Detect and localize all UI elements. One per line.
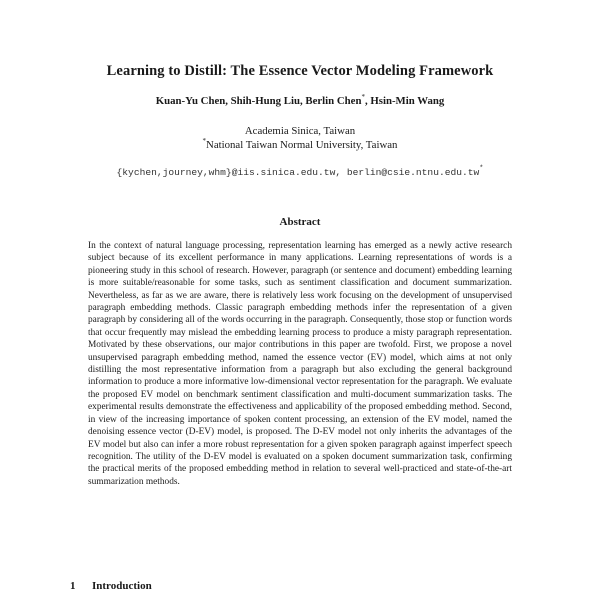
emails-mark: * bbox=[479, 165, 484, 173]
authors-tail: , Hsin-Min Wang bbox=[364, 95, 445, 107]
abstract-heading: Abstract bbox=[279, 216, 321, 228]
section-title: Introduction bbox=[92, 580, 152, 592]
author-emails bbox=[0, 165, 600, 178]
affiliation-1 bbox=[0, 123, 600, 137]
authors-main: Kuan-Yu Chen, Shih-Hung Liu, Berlin Chen bbox=[155, 95, 362, 107]
author-list bbox=[0, 93, 600, 107]
section-number: 1 bbox=[70, 580, 76, 592]
affiliation-2 bbox=[0, 137, 600, 151]
affiliation-1-text: Academia Sinica, Taiwan bbox=[244, 125, 356, 137]
section-heading-introduction bbox=[70, 580, 152, 592]
paper-title: Learning to Distill: The Essence Vector Modeling Framework bbox=[106, 63, 494, 79]
affiliation-2-text: National Taiwan Normal University, Taiwan bbox=[206, 139, 398, 151]
affiliation-2-mark: * bbox=[202, 137, 207, 145]
emails-text: {kychen,journey,whm}@iis.sinica.edu.tw, berlin@csie.ntnu.edu.tw bbox=[116, 167, 480, 178]
author-affiliation-mark: * bbox=[361, 93, 365, 101]
abstract-body: In the context of natural language processing, representation learning has emerged as a newly active research subject because of its excellent performance in many applications. Learning representations of words is a pioneering study in this school of research. However, paragraph (or sentence and document) embedding learning is more suitable/reasonable for some tasks, such as sentiment classification and document summarization. Nevertheless, as far as we are aware, there is relatively less work focusing on the development of unsupervised paragraph embedding methods. Classic paragraph embedding methods infer the representation of a given paragraph by considering all of the words occurring in the paragraph. Consequently, those stop or function words that occur frequently may mislead the embedding learning process to produce a misty paragraph representation. Motivated by these observations, our major contributions in this paper are twofold. First, we propose a novel unsupervised paragraph embedding method, named the essence vector (EV) model, which aims at not only distilling the most representative information from a paragraph but also excluding the general background information to produce a more informative low-dimensional vector representation for the paragraph. We evaluate the proposed EV model on benchmark sentiment classification and multi-document summarization tasks. The experimental results demonstrate the effectiveness and applicability of the proposed embedding method. Second, in view of the increasing importance of spoken content processing, an extension of the EV model, named the denoising essence vector (D-EV) model, is proposed. The D-EV model not only inherits the advantages of the EV model but also can infer a more robust representation for a given spoken paragraph against imperfect speech recognition. The utility of the D-EV model is evaluated on a spoken document summarization task, confirming the practical merits of the proposed embedding method in relation to several well-practiced and state-of-the-art summarization methods. bbox=[88, 241, 512, 487]
